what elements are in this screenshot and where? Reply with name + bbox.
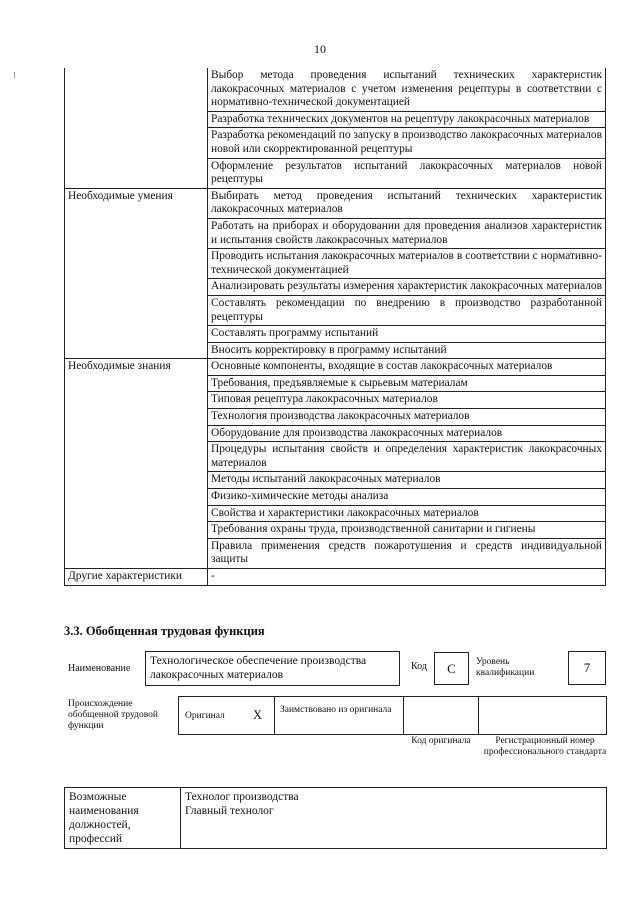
section-heading: 3.3. Обобщенная трудовая функция xyxy=(64,624,265,638)
knowledge-label: Необходимые знания xyxy=(65,359,208,569)
empty-label-cell xyxy=(65,68,208,188)
original-cell xyxy=(178,696,275,735)
margin-mark xyxy=(14,72,15,78)
skills-label: Необходимые умения xyxy=(65,188,208,359)
list-item: Выбор метода проведения испытаний технических характеристик лакокрасочных материалов с учетом изменения рецептуры в соответствии с нормативно-технической документацией xyxy=(208,68,606,111)
reg-number-cell xyxy=(478,696,607,735)
name-value: Технологическое обеспечение производства лакокрасочных материалов xyxy=(145,651,400,686)
requirements-table xyxy=(64,68,606,586)
origin-label: Происхождение обобщенной трудовой функции xyxy=(68,699,158,731)
table-row xyxy=(65,569,606,586)
code-original-caption: Код оригинала xyxy=(411,736,471,746)
knowledge-item: Правила применения средств пожаротушения и средств индивидуальной защиты xyxy=(208,538,606,568)
skill-item: Вносить корректировку в программу испытаний xyxy=(208,342,606,359)
code-original-cell xyxy=(403,696,479,735)
level-value: 7 xyxy=(568,651,606,685)
skill-item: Выбирать метод проведения испытаний технических характеристик лакокрасочных материалов xyxy=(208,188,606,218)
table-row xyxy=(65,359,606,376)
skill-item: Составлять программу испытаний xyxy=(208,326,606,343)
knowledge-item: Требования охраны труда, производственной санитарии и гигиены xyxy=(208,522,606,539)
knowledge-item: Типовая рецептура лакокрасочных материалов xyxy=(208,392,606,409)
borrowed-label: Заимствовано из оригинала xyxy=(274,696,404,735)
original-label: Оригинал xyxy=(185,711,225,721)
page-number: 10 xyxy=(314,42,326,56)
list-item: Разработка технических документов на рецептуру лакокрасочных материалов xyxy=(208,111,606,128)
table-row xyxy=(65,68,606,111)
position-name: Главный технолог xyxy=(185,805,274,817)
other-value: - xyxy=(208,569,606,586)
code-value: C xyxy=(434,652,469,685)
position-name: Технолог производства xyxy=(185,791,299,803)
positions-label: Возможные наименования должностей, профессий xyxy=(65,788,181,849)
list-item: Разработка рекомендаций по запуску в производство лакокрасочных материалов новой или скорректированной рецептуры xyxy=(208,128,606,158)
knowledge-item: Требования, предъявляемые к сырьевым материалам xyxy=(208,375,606,392)
other-label: Другие характеристики xyxy=(65,569,208,586)
skill-item: Проводить испытания лакокрасочных материалов в соответствии с нормативно-технической документацией xyxy=(208,249,606,279)
knowledge-item: Основные компоненты, входящие в состав лакокрасочных материалов xyxy=(208,359,606,376)
reg-number-caption: Регистрационный номер профессионального стандарта xyxy=(483,736,607,757)
table-row xyxy=(65,788,607,849)
level-label: Уровень квалификации xyxy=(476,657,535,678)
knowledge-item: Технология производства лакокрасочных материалов xyxy=(208,409,606,426)
table-row xyxy=(65,188,606,218)
name-label: Наименование xyxy=(68,663,131,674)
skill-item: Работать на приборах и оборудовании для проведения анализов характеристик и испытания свойств лакокрасочных материалов xyxy=(208,218,606,248)
skill-item: Составлять рекомендации по внедрению в производство разработанной рецептуры xyxy=(208,295,606,325)
list-item: Оформление результатов испытаний лакокрасочных материалов новой рецептуры xyxy=(208,158,606,188)
positions-table xyxy=(64,787,607,849)
knowledge-item: Методы испытаний лакокрасочных материалов xyxy=(208,472,606,489)
knowledge-item: Оборудование для производства лакокрасочных материалов xyxy=(208,425,606,442)
knowledge-item: Свойства и характеристики лакокрасочных материалов xyxy=(208,505,606,522)
skill-item: Анализировать результаты измерения характеристик лакокрасочных материалов xyxy=(208,279,606,296)
positions-value-cell xyxy=(181,788,607,849)
knowledge-item: Процедуры испытания свойств и определения характеристик лакокрасочных материалов xyxy=(208,442,606,472)
knowledge-item: Физико-химические методы анализа xyxy=(208,489,606,506)
original-mark: X xyxy=(253,708,263,722)
code-label: Код xyxy=(411,661,427,672)
